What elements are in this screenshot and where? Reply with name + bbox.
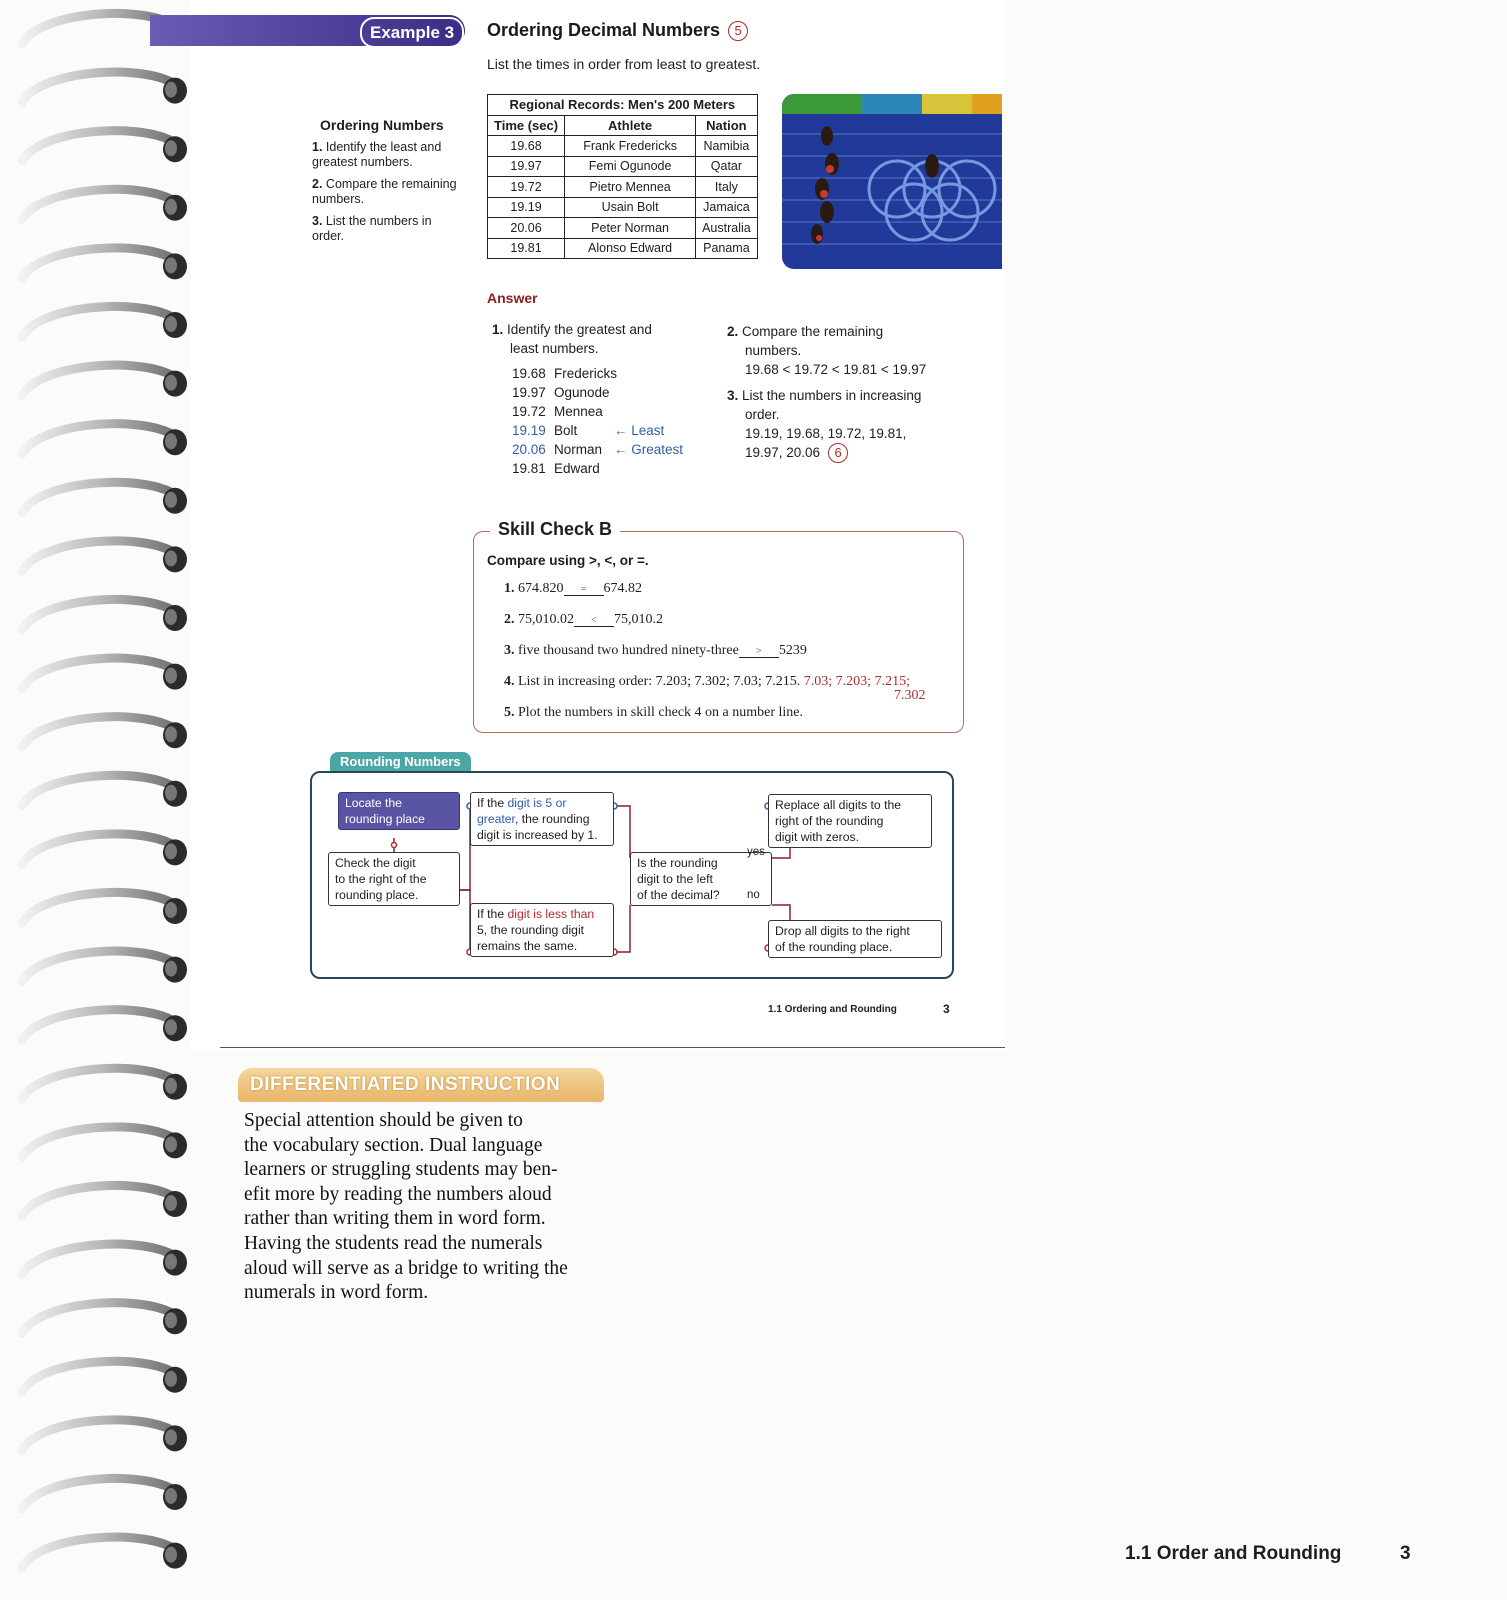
digit-less-than-five-box: If the digit is less than 5, the rounding digit remains the same. [470, 903, 614, 957]
example-title-text: Ordering Decimal Numbers [487, 20, 721, 40]
sidebar-step: 1. Identify the least and greatest numbers. [312, 139, 442, 169]
digit-five-or-greater-box: If the digit is 5 or greater, the rounding digit is increased by 1. [470, 792, 614, 846]
locate-rounding-place-box: Locate the rounding place [338, 792, 460, 830]
differentiated-instruction-tab: DIFFERENTIATED INSTRUCTION [238, 1068, 604, 1102]
skill-check-title: Skill Check B [490, 519, 620, 540]
inset-footer-label: 1.1 Ordering and Rounding [768, 1004, 897, 1015]
sidebar-heading: Ordering Numbers [320, 117, 444, 133]
answer-heading: Answer [487, 290, 538, 306]
footer-label: 1.1 Order and Rounding [1125, 1543, 1342, 1564]
example-instruction: List the times in order from least to greatest. [487, 56, 761, 72]
sidebar-step: 3. List the numbers in order. [312, 213, 432, 243]
table-header: Time (sec) [488, 115, 565, 136]
list-item: 20.06 Norman ← Greatest [512, 442, 684, 457]
skill-check-item-3: 3. five thousand two hundred ninety-three > 5239 [504, 643, 807, 658]
list-item: 19.72 Mennea [512, 404, 603, 419]
skill-check-item-2: 2. 75,010.02 < 75,010.2 [504, 612, 663, 627]
table-row: 19.68 Frank Fredericks Namibia [488, 136, 758, 157]
flowchart-connectors [0, 0, 1005, 1000]
list-item: 19.97 Ogunode [512, 385, 610, 400]
table-row: 20.06 Peter Norman Australia [488, 218, 758, 239]
skill-check-item-4: 4. List in increasing order: 7.203; 7.302; 7.03; 7.215. 7.03; 7.203; 7.215; [504, 674, 910, 689]
table-header: Athlete [565, 115, 696, 136]
table-row: 19.97 Femi Ogunode Qatar [488, 156, 758, 177]
skill-check-instruction: Compare using >, <, or =. [487, 553, 649, 568]
table-row: 19.72 Pietro Mennea Italy [488, 177, 758, 198]
answer-step-3: 3. List the numbers in increasing order. 19.19, 19.68, 19.72, 19.81, 19.97, 20.06 6 [727, 386, 921, 463]
list-item: 19.68 Fredericks [512, 366, 618, 381]
drop-digits-box: Drop all digits to the right of the rounding place. [768, 920, 942, 958]
marker-5: 5 [728, 21, 748, 41]
skill-check-item-5: 5. Plot the numbers in skill check 4 on a number line. [504, 705, 804, 720]
yes-label: yes [747, 846, 765, 858]
answer-step-2: 2. Compare the remaining numbers. 19.68 < 19.72 < 19.81 < 19.97 [727, 324, 927, 377]
list-item: 19.19 Bolt ← Least [512, 423, 665, 438]
list-item: 19.81 Edward [512, 461, 600, 476]
skill-check-item-4-answer-cont: 7.302 [894, 688, 926, 703]
skill-check-item-1: 1. 674.820 = 674.82 [504, 581, 642, 596]
inset-divider [220, 1047, 1005, 1048]
decimal-question-box: Is the rounding digit to the left of the decimal? [630, 852, 772, 906]
no-label: no [747, 889, 760, 901]
answer-step-1: 1. Identify the greatest and least numbers. [492, 322, 652, 356]
rounding-tab: Rounding Numbers [330, 752, 471, 772]
differentiated-instruction-text: Special attention should be given to the vocabulary section. Dual language learners or struggling students may ben- efit more by reading the numbers aloud rather than writing them in word form. Having the students read the numerals aloud will serve as a bridge to writing the numerals in word form. [244, 1110, 568, 1304]
table-caption: Regional Records: Men's 200 Meters [488, 95, 758, 116]
page-number: 3 [1400, 1543, 1411, 1564]
table-header: Nation [696, 115, 758, 136]
table-row: 19.19 Usain Bolt Jamaica [488, 197, 758, 218]
table-row: 19.81 Alonso Edward Panama [488, 238, 758, 259]
marker-6: 6 [828, 443, 848, 463]
sidebar-step: 2. Compare the remaining numbers. [312, 176, 457, 206]
example-badge: Example 3 [360, 17, 464, 48]
replace-with-zeros-box: Replace all digits to the right of the rounding digit with zeros. [768, 794, 932, 848]
check-digit-box: Check the digit to the right of the rounding place. [328, 852, 460, 906]
inset-page-number: 3 [943, 1002, 950, 1016]
